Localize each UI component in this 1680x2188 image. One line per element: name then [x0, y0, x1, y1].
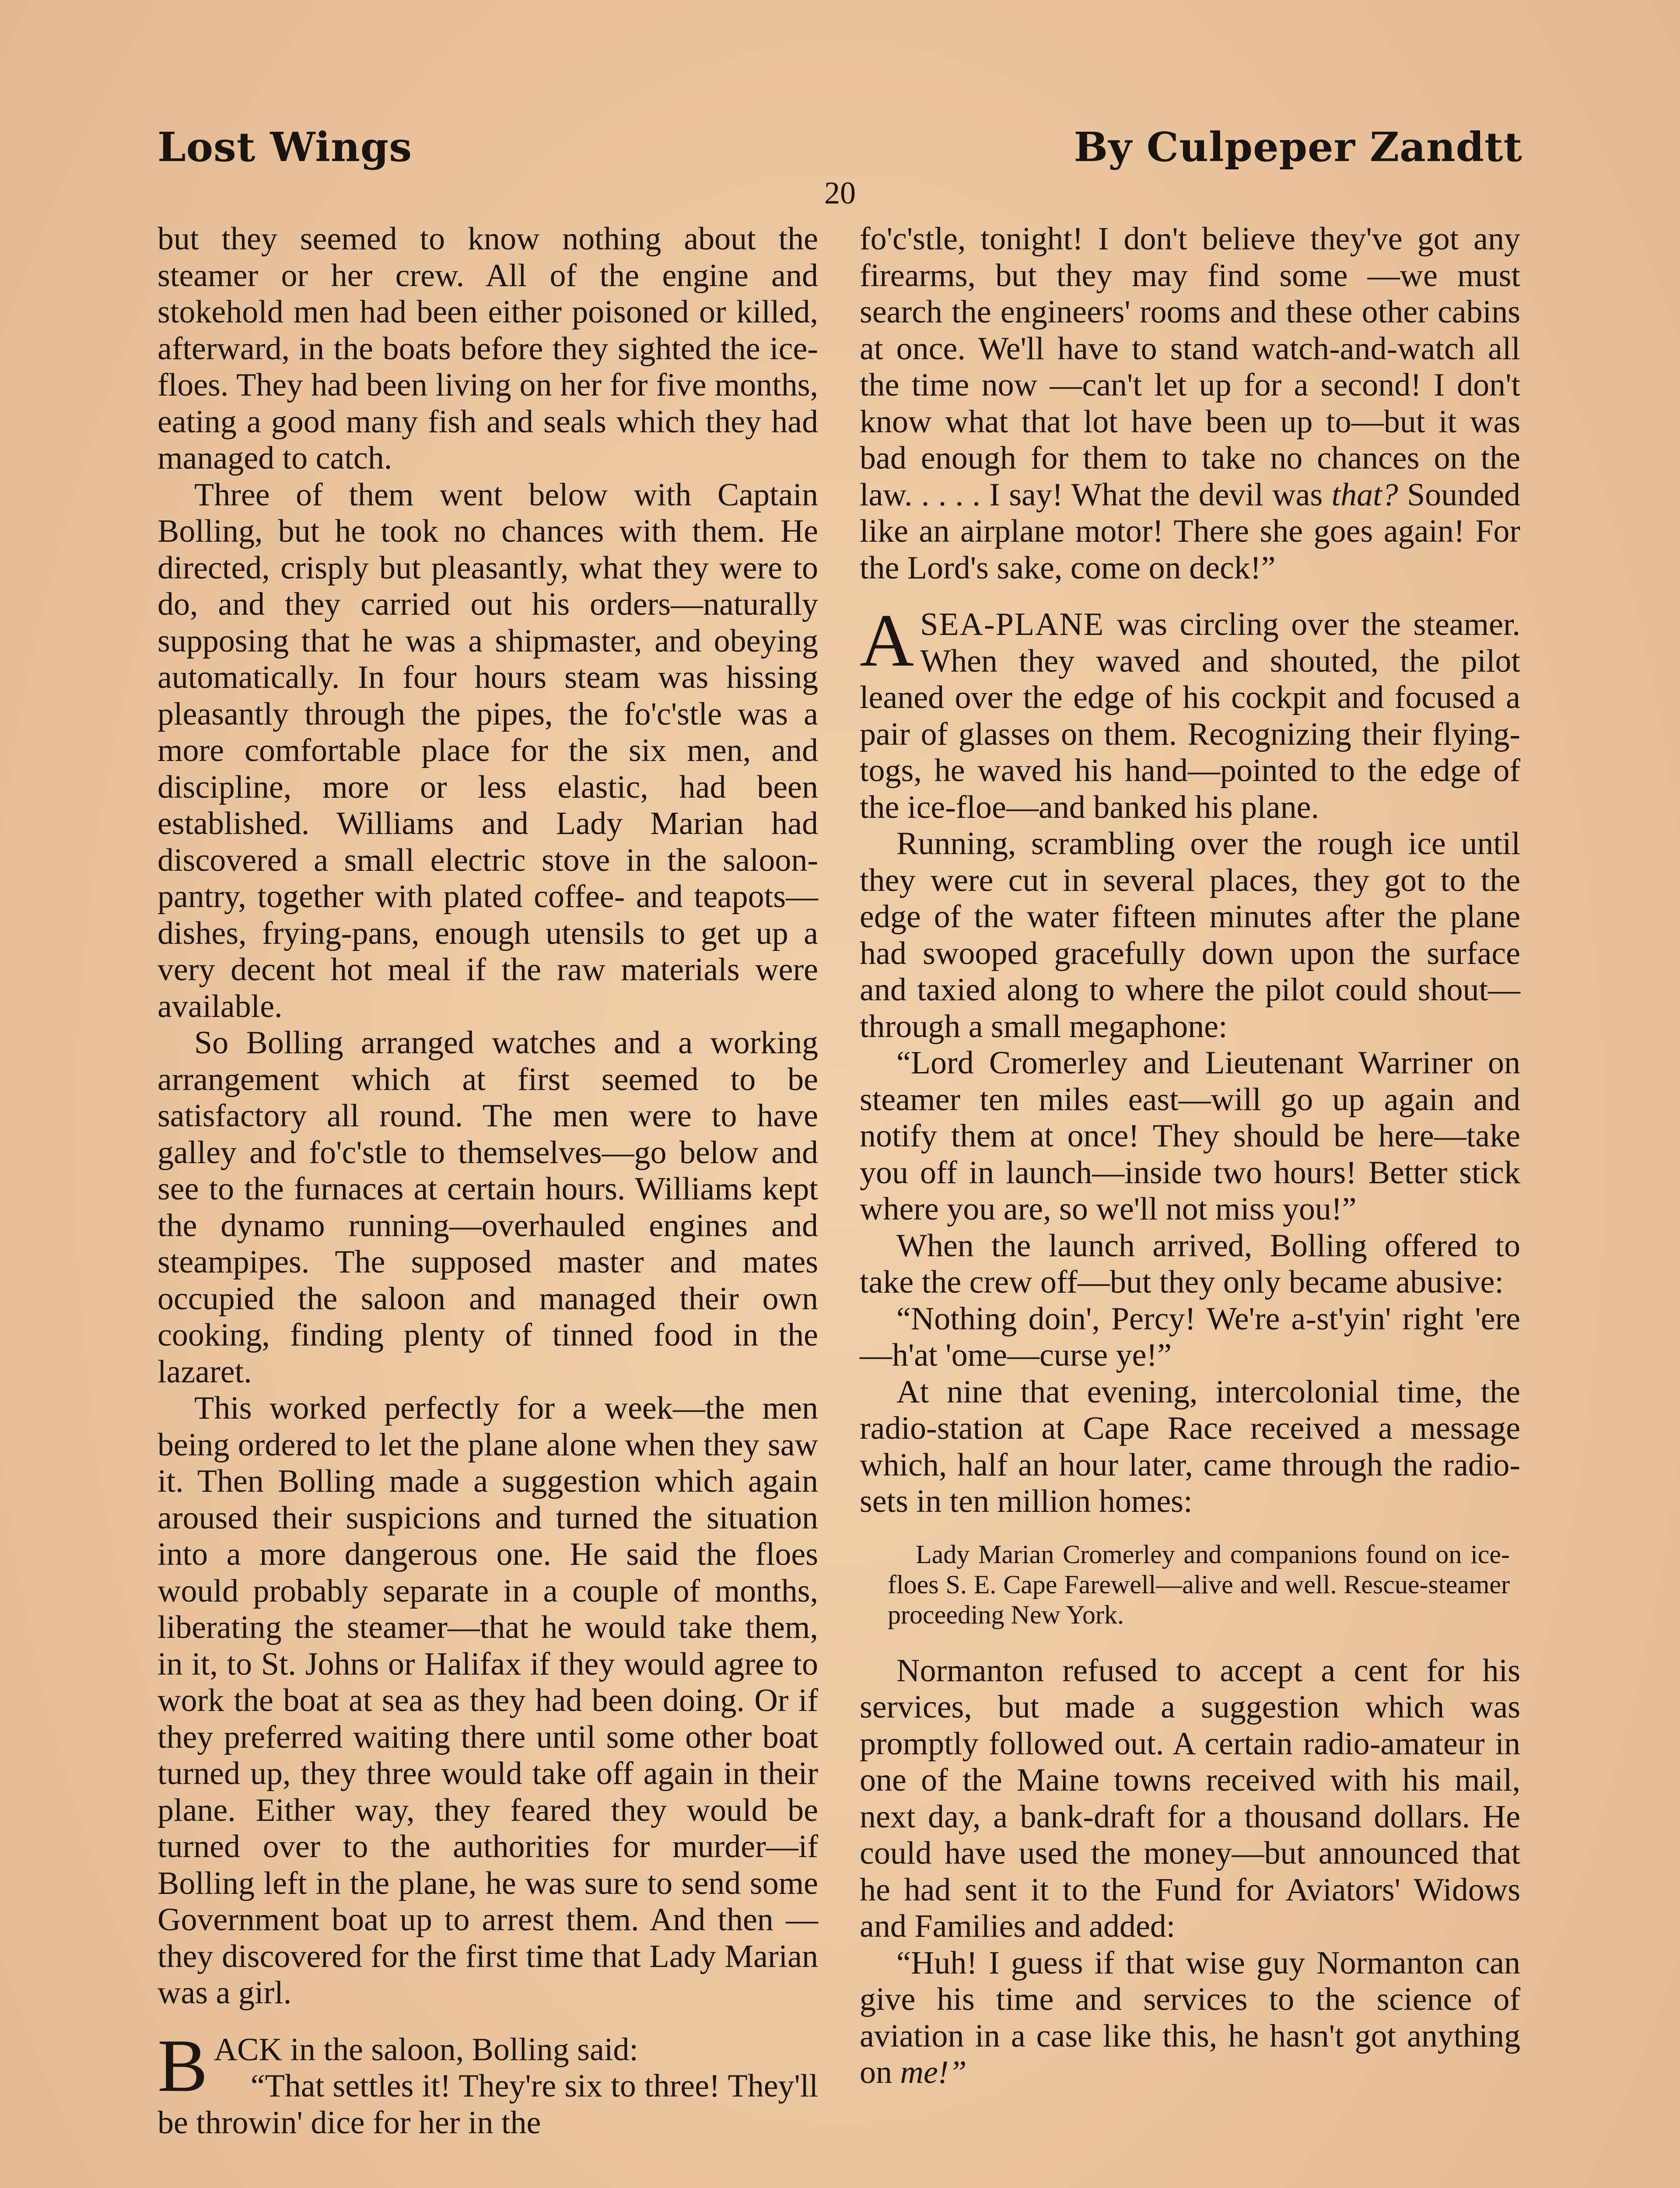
page-number: 20 — [824, 175, 856, 210]
paragraph-text: was circling over the steamer. When they waved and shouted, the pilot leaned over the edge of his cockpit and focused a pair of glasses on them. Recognizing their flying-togs, he waved his hand—pointed to the edge of the ice-floe—and banked his plane. — [860, 607, 1521, 825]
paragraph — [860, 1945, 1520, 2091]
paragraph: Three of them went below with Captain Bolling, but he took no chances with them. He directed, crisply but pleasantly, what they were to do, and they carried out his orders—naturally supposing that he was a shipmaster, and obeying automatically. In four hours steam was hissing pleasantly through the pipes, the fo'c'stle was a more comfortable place for the six men, and discipline, more or less elastic, had been established. Williams and Lady Marian had discovered a small electric stove in the saloon-pantry, together with plated coffee- and teapots—dishes, frying-pans, enough utensils to get up a very decent hot meal if the raw materials were available. — [158, 477, 818, 1024]
story-title: Lost Wings — [158, 123, 413, 171]
paragraph: “Lord Cromerley and Lieutenant Warriner on steamer ten miles east—will go up again and notify them at once! They should be here—take you off in launch—inside two hours! Better stick where you are, so we'll not miss you!” — [860, 1045, 1520, 1227]
paragraph-text: Sounded like an airplane motor! There she goes again! For the Lord's sake, come on deck!” — [860, 477, 1521, 586]
paragraph: At nine that evening, intercolonial time, the radio-station at Cape Race received a message which, half an hour later, came through the radio-sets in ten million homes: — [860, 1374, 1520, 1519]
paragraph — [860, 221, 1520, 586]
paragraph: So Bolling arranged watches and a working arrangement which at first seemed to be satisfactory all round. The men were to have galley and fo'c'stle to themselves—go below and see to the furnaces at certain hours. Williams kept the dynamo running—overhauled engines and steampipes. The supposed master and mates occupied the saloon and managed their own cooking, finding plenty of tinned food in the lazaret. — [158, 1025, 818, 1390]
paragraph-text: ACK in the saloon, Bolling said: — [214, 2031, 638, 2068]
paragraph: Normanton refused to accept a cent for his services, but made a suggestion which was promptly followed out. A certain radio-amateur in one of the Maine towns received with his mail, next day, a bank-draft for a thousand dollars. He could have used the money—but announced that he had sent it to the Fund for Aviators' Widows and Families and added: — [860, 1652, 1520, 1944]
emphasis-text: that? — [1331, 477, 1398, 513]
author-byline: By Culpeper Zandtt — [1074, 123, 1522, 171]
radio-message-quote: Lady Marian Cromerley and companions found on ice-floes S. E. Cape Farewell—alive and well. Rescue-steamer proceeding New York. — [888, 1539, 1510, 1629]
small-caps-text: SEA-PLANE — [920, 607, 1105, 642]
paragraph: This worked perfectly for a week—the men being ordered to let the plane alone when they saw it. Then Bolling made a suggestion which again aroused their suspicions and turned the situation into a more dangerous one. He said the floes would probably separate in a couple of months, liberating the steamer—that he would take them, in it, to St. Johns or Halifax if they would agree to work the boat at sea as they had been doing. Or if they preferred waiting there until some other boat turned up, they three would take off again in their plane. Either way, they feared they would be turned over to the authorities for murder—if Bolling left in the plane, he was sure to send some Government boat up to arrest them. And then —they discovered for the first time that Lady Marian was a girl. — [158, 1390, 818, 2011]
paragraph: Running, scrambling over the rough ice until they were cut in several places, they got to the edge of the water fifteen minutes after the plane had swooped gracefully down upon the surface and taxied along to where the pilot could shout—through a small megaphone: — [860, 826, 1520, 1045]
section-start-paragraph — [860, 599, 1521, 826]
paragraph: “That settles it! They're six to three! They'll be throwin' dice for her in the — [158, 2068, 818, 2141]
right-column — [860, 221, 1520, 2091]
paragraph-text: fo'c'stle, tonight! I don't believe they've got any firearms, but they may find some —we must search the engineers' rooms and these other cabins at once. We'll have to stand watch-and-watch all the time now —can't let up for a second! I don't know what that lot have been up to—but it was bad enough for them to take no chances on the law. . . . . I say! What the devil was — [860, 221, 1520, 513]
paragraph: but they seemed to know nothing about the steamer or her crew. All of the engine and stokehold men had been either poisoned or killed, afterward, in the boats before they sighted the ice-floes. They had been living on her for five months, eating a good many fish and seals which they had managed to catch. — [158, 221, 818, 476]
paragraph: When the launch arrived, Bolling offered to take the crew off—but they only became abusive: — [860, 1227, 1520, 1300]
drop-cap: B — [158, 2024, 208, 2107]
left-column — [158, 221, 818, 2141]
paragraph: “Nothing doin', Percy! We're a-st'yin' right 'ere—h'at 'ome—curse ye!” — [860, 1301, 1520, 1373]
paragraph-text: “Huh! I guess if that wise guy Normanton can give his time and services to the science of aviation in a case like this, he hasn't got anything on — [860, 1945, 1520, 2090]
emphasis-text: me!” — [900, 2055, 967, 2090]
drop-cap: A — [860, 599, 914, 682]
